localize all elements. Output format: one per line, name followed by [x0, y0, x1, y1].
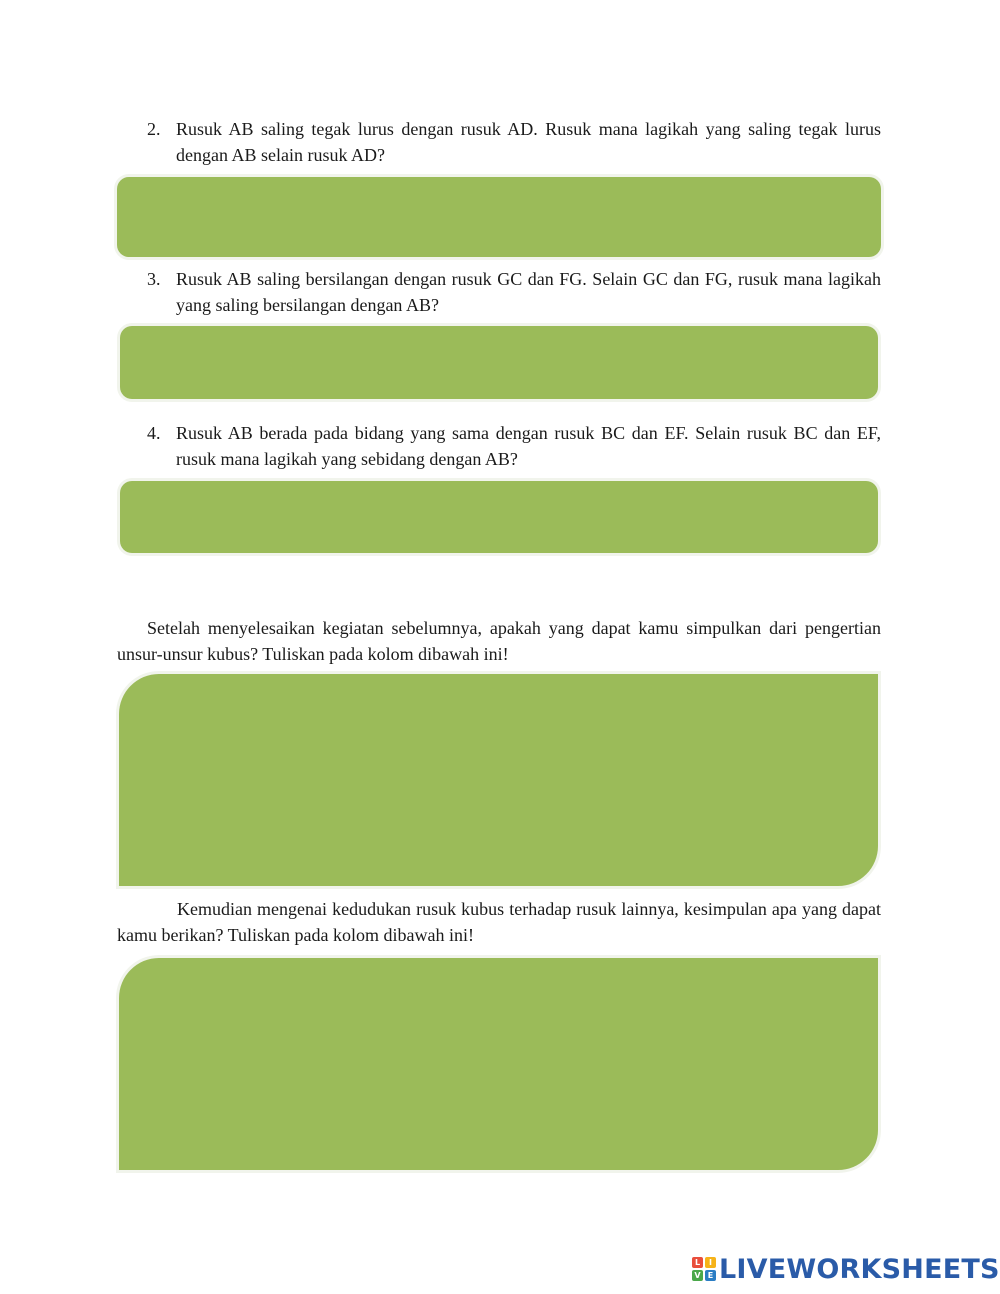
- question-text: Rusuk AB saling bersilangan dengan rusuk GC dan FG. Selain GC dan FG, rusuk mana lagikah yang saling bersilangan dengan AB?: [176, 269, 881, 315]
- question-3: [147, 266, 881, 318]
- question-text: Rusuk AB saling tegak lurus dengan rusuk AD. Rusuk mana lagikah yang saling tegak lurus dengan AB selain rusuk AD?: [176, 119, 881, 165]
- answer-box-q2[interactable]: [117, 177, 881, 257]
- question-number: 4.: [147, 423, 161, 443]
- conclusion-answer-box-1[interactable]: [119, 674, 878, 886]
- conclusion-prompt-1: Setelah menyelesaikan kegiatan sebelumnya, apakah yang dapat kamu simpulkan dari pengertian unsur-unsur kubus? Tuliskan pada kolom dibawah ini!: [117, 618, 881, 664]
- conclusion-answer-box-2[interactable]: [119, 958, 878, 1170]
- conclusion-prompt-2: Kemudian mengenai kedudukan rusuk kubus terhadap rusuk lainnya, kesimpulan apa yang dapat kamu berikan? Tuliskan pada kolom dibawah ini!: [117, 899, 881, 945]
- question-2: [147, 116, 881, 168]
- question-text: Rusuk AB berada pada bidang yang sama dengan rusuk BC dan EF. Selain rusuk BC dan EF, rusuk mana lagikah yang sebidang dengan AB?: [176, 423, 881, 469]
- logo-text: LIVEWORKSHEETS: [719, 1253, 1000, 1285]
- question-number: 2.: [147, 119, 161, 139]
- liveworksheets-logo: [692, 1252, 1000, 1286]
- answer-box-q4[interactable]: [120, 481, 878, 553]
- question-4: [147, 420, 881, 472]
- question-number: 3.: [147, 269, 161, 289]
- answer-box-q3[interactable]: [120, 326, 878, 399]
- liveworksheets-logo-icon: L I V E: [692, 1257, 716, 1281]
